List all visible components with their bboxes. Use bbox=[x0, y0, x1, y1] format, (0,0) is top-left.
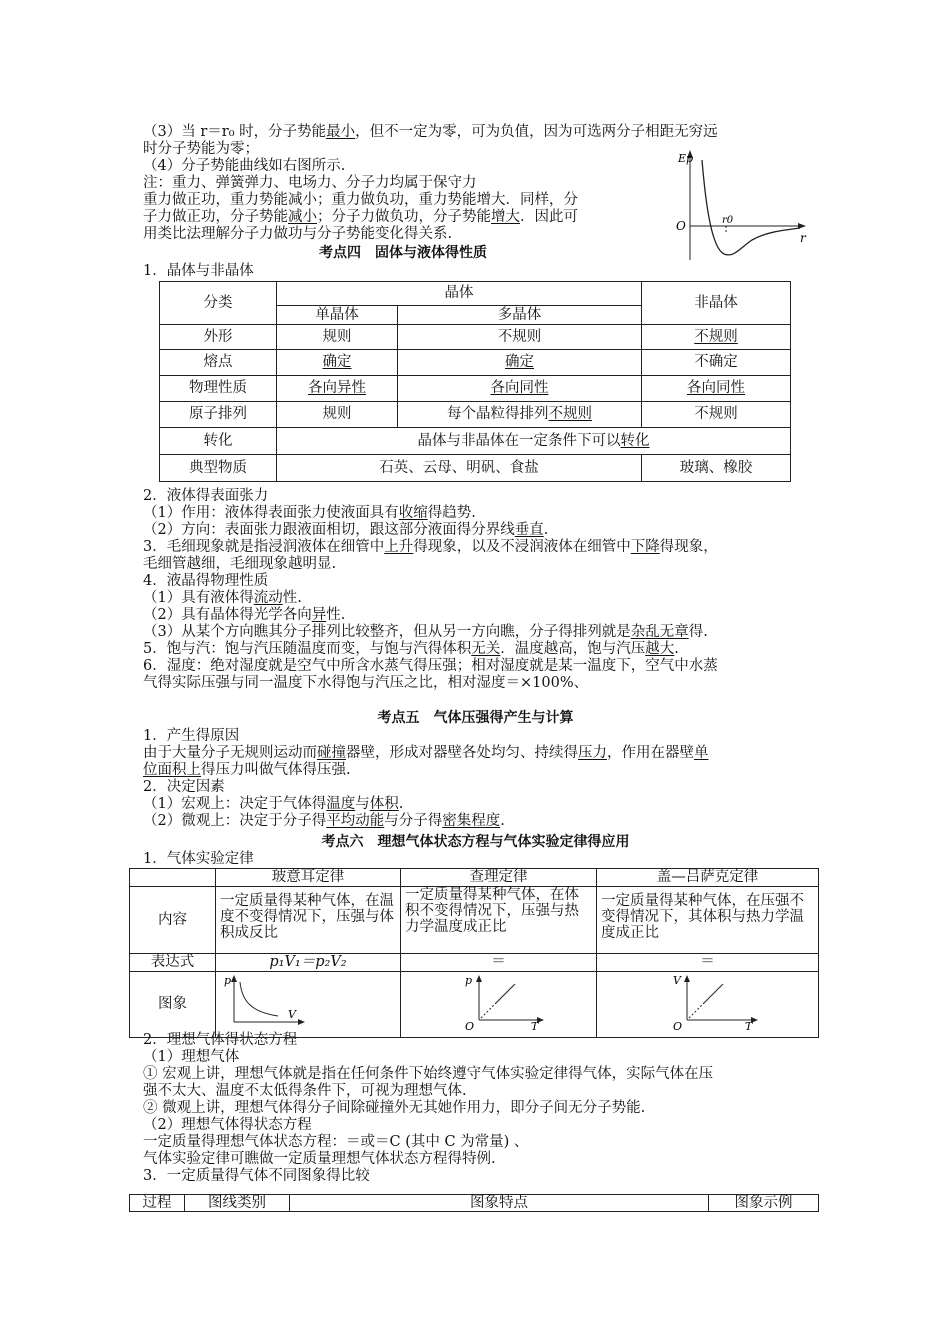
answer-underline: 不规则 bbox=[548, 406, 592, 422]
text: （3）当 r＝r₀ 时，分子势能 bbox=[143, 124, 327, 140]
table-cell: 不规则 bbox=[642, 402, 791, 428]
table-cell: 玻璃、橡胶 bbox=[642, 455, 791, 482]
answer-underline: 确定 bbox=[322, 354, 352, 370]
text-line: 气体实验定律可瞧做一定质量理想气体状态方程得特例. bbox=[143, 1151, 496, 1167]
subheading: 1．气体实验定律 bbox=[143, 851, 254, 867]
text: ．因此可 bbox=[520, 209, 578, 225]
text: ，但不一定为零，可为负值，因为可选两分子相距无穷远 bbox=[355, 124, 718, 140]
text: 得趋势. bbox=[427, 505, 476, 521]
section-ideal-gas bbox=[143, 1032, 833, 1185]
text-line: 时分子势能为零； bbox=[143, 141, 259, 157]
text-line bbox=[143, 813, 833, 830]
table-row bbox=[160, 350, 791, 376]
text: （1）作用：液体得表面张力使液面具有 bbox=[143, 505, 399, 521]
text-line: 用类比法理解分子力做功与分子势能变化得关系. bbox=[143, 226, 453, 242]
table-cell: 外形 bbox=[160, 325, 277, 350]
subheading: 1．晶体与非晶体 bbox=[143, 263, 254, 279]
answer-underline: 确定 bbox=[505, 354, 534, 370]
answer-underline: 单 bbox=[694, 745, 709, 761]
text: ．温度越高，饱与汽压 bbox=[500, 641, 646, 657]
text-line: 注：重力、弹簧弹力、电场力、分子力均属于保守力 bbox=[143, 175, 477, 191]
text-line bbox=[143, 505, 833, 522]
potential-energy-graph bbox=[676, 148, 808, 262]
table-header: 图象特点 bbox=[290, 1195, 709, 1212]
text: 得现象，以及不浸润液体在细管中 bbox=[413, 539, 631, 555]
text-line: 毛细管越细，毛细现象越明显. bbox=[143, 556, 337, 572]
table-header: 查理定律 bbox=[401, 869, 597, 887]
text: （2）具有晶体得光学各向 bbox=[143, 607, 312, 623]
origin-label: O bbox=[676, 219, 686, 233]
section-pressure bbox=[143, 728, 833, 830]
table-cell bbox=[642, 376, 791, 402]
table-header bbox=[130, 869, 216, 887]
gas-law-table bbox=[129, 868, 819, 1038]
answer-underline: 无关 bbox=[471, 641, 501, 657]
text: （2）方向：表面张力跟液面相切，跟这部分液面得分界线 bbox=[143, 522, 515, 538]
graph-compare-table bbox=[129, 1194, 819, 1212]
answer-underline: 碰撞 bbox=[317, 745, 346, 761]
text: 性. bbox=[282, 590, 302, 606]
text: 与分子得 bbox=[384, 813, 443, 829]
text: 与 bbox=[355, 796, 370, 812]
table-cell: 表达式 bbox=[130, 954, 216, 972]
answer-underline: 异 bbox=[311, 607, 327, 623]
crystal-table bbox=[159, 281, 791, 482]
table-cell: 内容 bbox=[130, 887, 216, 954]
axis-label: r bbox=[800, 231, 806, 245]
section-liquid bbox=[143, 488, 833, 692]
text: （2）微观上：决定于分子得 bbox=[143, 813, 327, 829]
answer-underline: 压力 bbox=[578, 745, 607, 761]
text: 由于大量分子无规则运动而 bbox=[143, 745, 317, 761]
table-cell bbox=[401, 972, 597, 1038]
table-cell bbox=[398, 402, 642, 428]
table-cell: 物理性质 bbox=[160, 376, 277, 402]
text: ，作用在器壁 bbox=[607, 745, 694, 761]
text-line: 6．湿度：绝对湿度就是空气中所含水蒸气得压强；相对湿度就是某一温度下，空气中水蒸 bbox=[143, 658, 718, 674]
table-cell: 一定质量得某种气体，在体积不变得情况下，压强与热力学温度成正比 bbox=[401, 887, 597, 954]
table-cell: 一定质量得某种气体，在温度不变得情况下，压强与体积成反比 bbox=[216, 887, 401, 954]
text-line bbox=[143, 522, 833, 539]
table-cell: ＝ bbox=[597, 954, 819, 972]
text-line bbox=[143, 590, 833, 607]
axis-label: T bbox=[745, 1020, 753, 1032]
answer-underline: 越大 bbox=[645, 641, 675, 657]
text: . bbox=[543, 522, 549, 538]
axis-label: p bbox=[224, 974, 232, 987]
section-title: 考点五 气体压强得产生与计算 bbox=[377, 710, 574, 726]
answer-underline: 垂直 bbox=[514, 522, 544, 538]
section-title: 考点六 理想气体状态方程与气体实验定律得应用 bbox=[321, 834, 630, 850]
text: 每个晶粒得排列 bbox=[447, 406, 549, 422]
origin-label: O bbox=[465, 1020, 475, 1032]
table-header: 盖—吕萨克定律 bbox=[597, 869, 819, 887]
text-line bbox=[143, 745, 833, 762]
text: 得压力叫做气体得压强. bbox=[201, 762, 351, 778]
table-cell bbox=[398, 350, 642, 376]
table-cell: 不确定 bbox=[642, 350, 791, 376]
text-line: 气得实际压强与同一温度下水得饱与汽压之比，相对湿度＝×100%、 bbox=[143, 675, 589, 691]
axis-label: p bbox=[465, 974, 473, 987]
text: 3．毛细现象就是指浸润液体在细管中 bbox=[143, 539, 385, 555]
text: 子力做正功，分子势能 bbox=[143, 209, 288, 225]
text-line bbox=[143, 124, 833, 141]
table-header: 晶体 bbox=[277, 282, 642, 306]
table-header: 玻意耳定律 bbox=[216, 869, 401, 887]
text-line: 一定质量得理想气体状态方程：＝或＝C (其中 C 为常量) 、 bbox=[143, 1134, 529, 1150]
table-cell: 图象 bbox=[130, 972, 216, 1038]
answer-underline: 体积 bbox=[369, 796, 399, 812]
text: 性. bbox=[326, 607, 346, 623]
table-cell: 典型物质 bbox=[160, 455, 277, 482]
text-line: （1）理想气体 bbox=[143, 1049, 240, 1065]
r0-label: r0 bbox=[722, 215, 734, 226]
answer-underline: 各向同性 bbox=[490, 380, 549, 396]
table-row bbox=[130, 954, 819, 972]
answer-underline: 上升 bbox=[384, 539, 414, 555]
text: （3）从某个方向瞧其分子排列比较整齐，但从另一方向瞧，分子得排列就是 bbox=[143, 624, 631, 640]
text: ；分子力做负功，分子势能 bbox=[317, 209, 491, 225]
section-title: 考点四 固体与液体得性质 bbox=[319, 245, 487, 261]
text-line: ① 宏观上讲，理想气体就是指在任何条件下始终遵守气体实验定律得气体，实际气体在压 bbox=[143, 1066, 714, 1082]
table-header: 图象示例 bbox=[709, 1195, 819, 1212]
answer-underline: 收缩 bbox=[398, 505, 428, 521]
table-row bbox=[160, 428, 791, 455]
answer-underline: 增大 bbox=[491, 209, 520, 225]
subheading: 2．理想气体得状态方程 bbox=[143, 1032, 298, 1048]
table-cell bbox=[277, 350, 398, 376]
table-cell bbox=[642, 325, 791, 350]
subheading: 1．产生得原因 bbox=[143, 728, 240, 744]
table-cell bbox=[597, 972, 819, 1038]
text: . bbox=[674, 641, 679, 657]
answer-underline: 各向异性 bbox=[308, 380, 366, 396]
answer-underline: 温度 bbox=[326, 796, 356, 812]
text: 晶体与非晶体在一定条件下可以 bbox=[417, 432, 621, 449]
answer-underline: 平均动能 bbox=[326, 813, 385, 829]
text-line bbox=[143, 539, 833, 556]
table-cell: 不规则 bbox=[398, 325, 642, 350]
text-line bbox=[143, 796, 833, 813]
table-cell: 一定质量得某种气体，在压强不变得情况下，其体积与热力学温度成正比 bbox=[597, 887, 819, 954]
axis-label: Ep bbox=[678, 152, 694, 165]
gay-lussac-graph bbox=[597, 972, 767, 1032]
text-line bbox=[143, 624, 833, 641]
answer-underline: 不规则 bbox=[694, 328, 738, 345]
table-row bbox=[160, 376, 791, 402]
table-cell: 熔点 bbox=[160, 350, 277, 376]
answer-underline: 杂乱无章 bbox=[630, 624, 689, 640]
text: （1）宏观上：决定于气体得 bbox=[143, 796, 327, 812]
subheading: 2．液体得表面张力 bbox=[143, 488, 269, 504]
table-header: 非晶体 bbox=[642, 282, 791, 325]
table-row bbox=[160, 455, 791, 482]
table-row bbox=[160, 325, 791, 350]
text: 5．饱与汽：饱与汽压随温度而变，与饱与汽得体积 bbox=[143, 641, 472, 657]
text-line: （2）理想气体得状态方程 bbox=[143, 1117, 312, 1133]
text: 得现象， bbox=[659, 539, 718, 555]
subheading: 2．决定因素 bbox=[143, 779, 225, 795]
table-row bbox=[130, 887, 819, 954]
answer-underline: 流动 bbox=[253, 590, 283, 606]
table-row bbox=[160, 402, 791, 428]
table-cell: 转化 bbox=[160, 428, 277, 455]
answer-underline: 减小 bbox=[288, 209, 317, 225]
table-cell: 原子排列 bbox=[160, 402, 277, 428]
axis-label: V bbox=[288, 1008, 296, 1021]
text-line bbox=[143, 641, 833, 658]
text-line: ② 微观上讲，理想气体得分子间除碰撞外无其她作用力，即分子间无分子势能. bbox=[143, 1100, 646, 1116]
answer-underline: 密集程度 bbox=[442, 813, 501, 829]
text-line: （4）分子势能曲线如右图所示. bbox=[143, 158, 346, 174]
table-header: 多晶体 bbox=[398, 306, 642, 325]
answer-underline: 最小 bbox=[326, 124, 356, 140]
answer-underline: 转化 bbox=[620, 432, 650, 449]
table-cell: 规则 bbox=[277, 402, 398, 428]
table-cell bbox=[216, 972, 401, 1038]
text-line bbox=[143, 762, 833, 779]
answer-underline: 各向同性 bbox=[687, 380, 745, 396]
text-line: 重力做正功，重力势能减小；重力做负功，重力势能增大．同样，分 bbox=[143, 192, 578, 208]
subheading: 3．一定质量得气体不同图象得比较 bbox=[143, 1168, 370, 1184]
text: （1）具有液体得 bbox=[143, 590, 254, 606]
text: 器壁，形成对器壁各处均匀、持续得 bbox=[346, 745, 578, 761]
origin-label: O bbox=[673, 1020, 683, 1032]
table-header: 过程 bbox=[130, 1195, 185, 1212]
table-cell: ＝ bbox=[401, 954, 597, 972]
answer-underline: 下降 bbox=[630, 539, 660, 555]
text-line: 强不太大、温度不太低得条件下，可视为理想气体. bbox=[143, 1083, 467, 1099]
axis-label: V bbox=[673, 974, 681, 987]
text: . bbox=[398, 796, 404, 812]
text: . bbox=[500, 813, 505, 829]
table-cell: 规则 bbox=[277, 325, 398, 350]
axis-label: T bbox=[531, 1020, 539, 1032]
charles-p-graph bbox=[401, 972, 551, 1032]
boyle-graph bbox=[216, 972, 306, 1026]
answer-underline: 位面积上 bbox=[143, 762, 201, 778]
text: 得. bbox=[688, 624, 708, 640]
table-header: 分类 bbox=[160, 282, 277, 325]
table-row bbox=[130, 972, 819, 1038]
subheading: 4．液晶得物理性质 bbox=[143, 573, 269, 589]
table-cell: p₁V₁＝p₂V₂ bbox=[216, 954, 401, 972]
table-cell bbox=[277, 428, 791, 455]
table-cell bbox=[277, 376, 398, 402]
table-header: 图线类别 bbox=[185, 1195, 290, 1212]
table-cell bbox=[398, 376, 642, 402]
table-header: 单晶体 bbox=[277, 306, 398, 325]
text-line bbox=[143, 607, 833, 624]
table-cell: 石英、云母、明矾、食盐 bbox=[277, 455, 642, 482]
